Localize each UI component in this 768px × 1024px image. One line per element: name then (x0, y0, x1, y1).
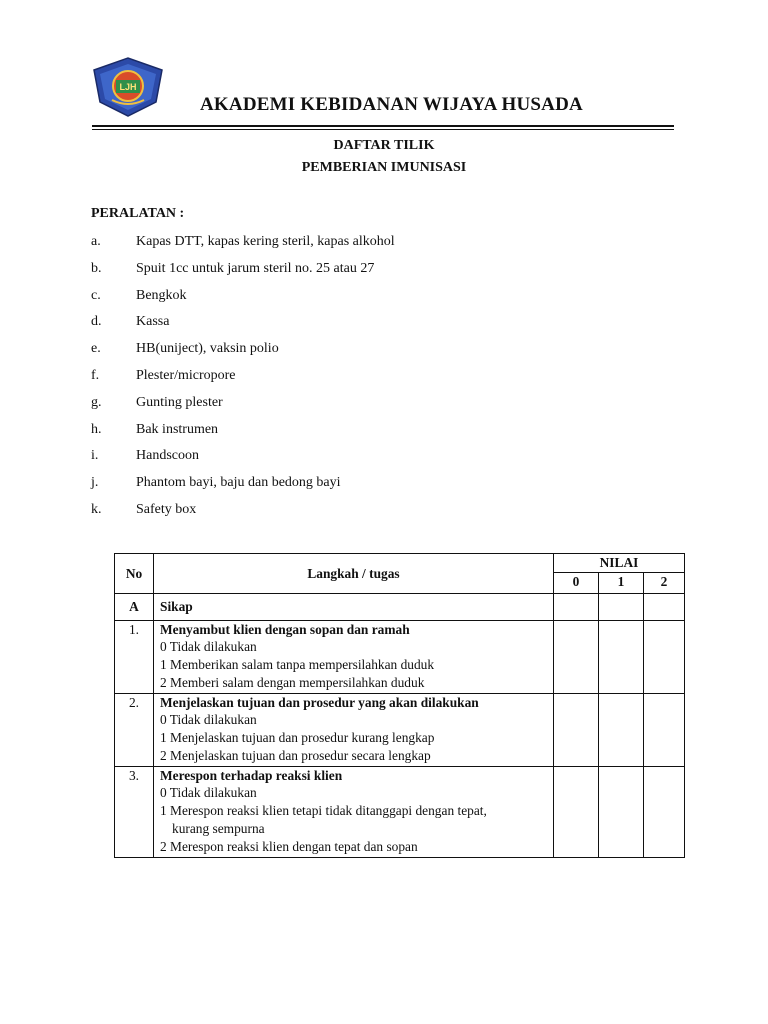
score-cell[interactable] (644, 694, 685, 767)
list-item: h. Bak instrumen (91, 421, 219, 437)
score-level-2: 2 (644, 573, 685, 594)
score-cell[interactable] (644, 621, 685, 694)
score-cell[interactable] (599, 594, 644, 621)
row-number: 1. (115, 621, 154, 694)
score-cell[interactable] (599, 767, 644, 858)
checklist-table (114, 553, 685, 858)
step-title: Menyambut klien dengan sopan dan ramah (160, 622, 410, 637)
list-item: a. Kapas DTT, kapas kering steril, kapas alkohol (91, 234, 395, 249)
step-option: 1 Memberikan salam tanpa mempersilahkan duduk (160, 657, 435, 672)
step-title: Menjelaskan tujuan dan prosedur yang akan dilakukan (160, 695, 479, 710)
step-content (154, 621, 554, 694)
list-item: g. Gunting plester (91, 394, 223, 410)
list-item: f. Plester/micropore (91, 367, 236, 383)
equipment-list (91, 230, 395, 525)
step-content (154, 694, 554, 767)
score-cell[interactable] (554, 621, 599, 694)
step-option: 2 Memberi salam dengan mempersilahkan duduk (160, 675, 425, 690)
row-number: 3. (115, 767, 154, 858)
header-divider-thin (92, 129, 674, 130)
score-cell[interactable] (599, 694, 644, 767)
step-option: 0 Tidak dilakukan (160, 712, 257, 727)
institution-name: AKADEMI KEBIDANAN WIJAYA HUSADA (200, 94, 583, 115)
step-title: Merespon terhadap reaksi klien (160, 768, 343, 783)
step-option: 0 Tidak dilakukan (160, 785, 257, 800)
score-cell[interactable] (554, 694, 599, 767)
list-item: i. Handscoon (91, 448, 199, 464)
step-content (154, 767, 554, 858)
list-item: d. Kassa (91, 314, 170, 330)
document-title: DAFTAR TILIK (333, 138, 435, 153)
list-item: k. Safety box (91, 501, 197, 517)
score-cell[interactable] (554, 594, 599, 621)
section-label: Sikap (154, 594, 554, 621)
list-item: j. Phantom bayi, baju dan bedong bayi (91, 475, 341, 491)
table-row (115, 621, 685, 694)
document-subtitle: PEMBERIAN IMUNISASI (301, 160, 467, 175)
score-level-1: 1 (599, 573, 644, 594)
col-header-score: NILAI (554, 554, 685, 573)
step-option: 1 Menjelaskan tujuan dan prosedur kurang lengkap (160, 730, 435, 745)
score-cell[interactable] (644, 594, 685, 621)
col-header-task: Langkah / tugas (154, 554, 554, 594)
list-item: e. HB(uniject), vaksin polio (91, 341, 279, 357)
step-option: 1 Merespon reaksi klien tetapi tidak ditanggapi dengan tepat, (160, 803, 487, 818)
row-number: 2. (115, 694, 154, 767)
table-row (115, 694, 685, 767)
table-row (115, 767, 685, 858)
score-cell[interactable] (644, 767, 685, 858)
logo-text: LJH (119, 82, 137, 92)
col-header-no: No (115, 554, 154, 594)
list-item: b. Spuit 1cc untuk jarum steril no. 25 atau 27 (91, 260, 375, 276)
section-row (115, 594, 685, 621)
score-level-0: 0 (554, 573, 599, 594)
list-item: c. Bengkok (91, 287, 187, 303)
score-cell[interactable] (599, 621, 644, 694)
section-code: A (115, 594, 154, 621)
step-option: kurang sempurna (172, 821, 265, 836)
step-option: 0 Tidak dilakukan (160, 639, 257, 654)
institution-logo (90, 56, 166, 118)
step-option: 2 Menjelaskan tujuan dan prosedur secara lengkap (160, 748, 431, 763)
score-cell[interactable] (554, 767, 599, 858)
equipment-heading: PERALATAN : (91, 206, 185, 221)
header-divider (92, 125, 674, 127)
step-option: 2 Merespon reaksi klien dengan tepat dan sopan (160, 839, 418, 854)
